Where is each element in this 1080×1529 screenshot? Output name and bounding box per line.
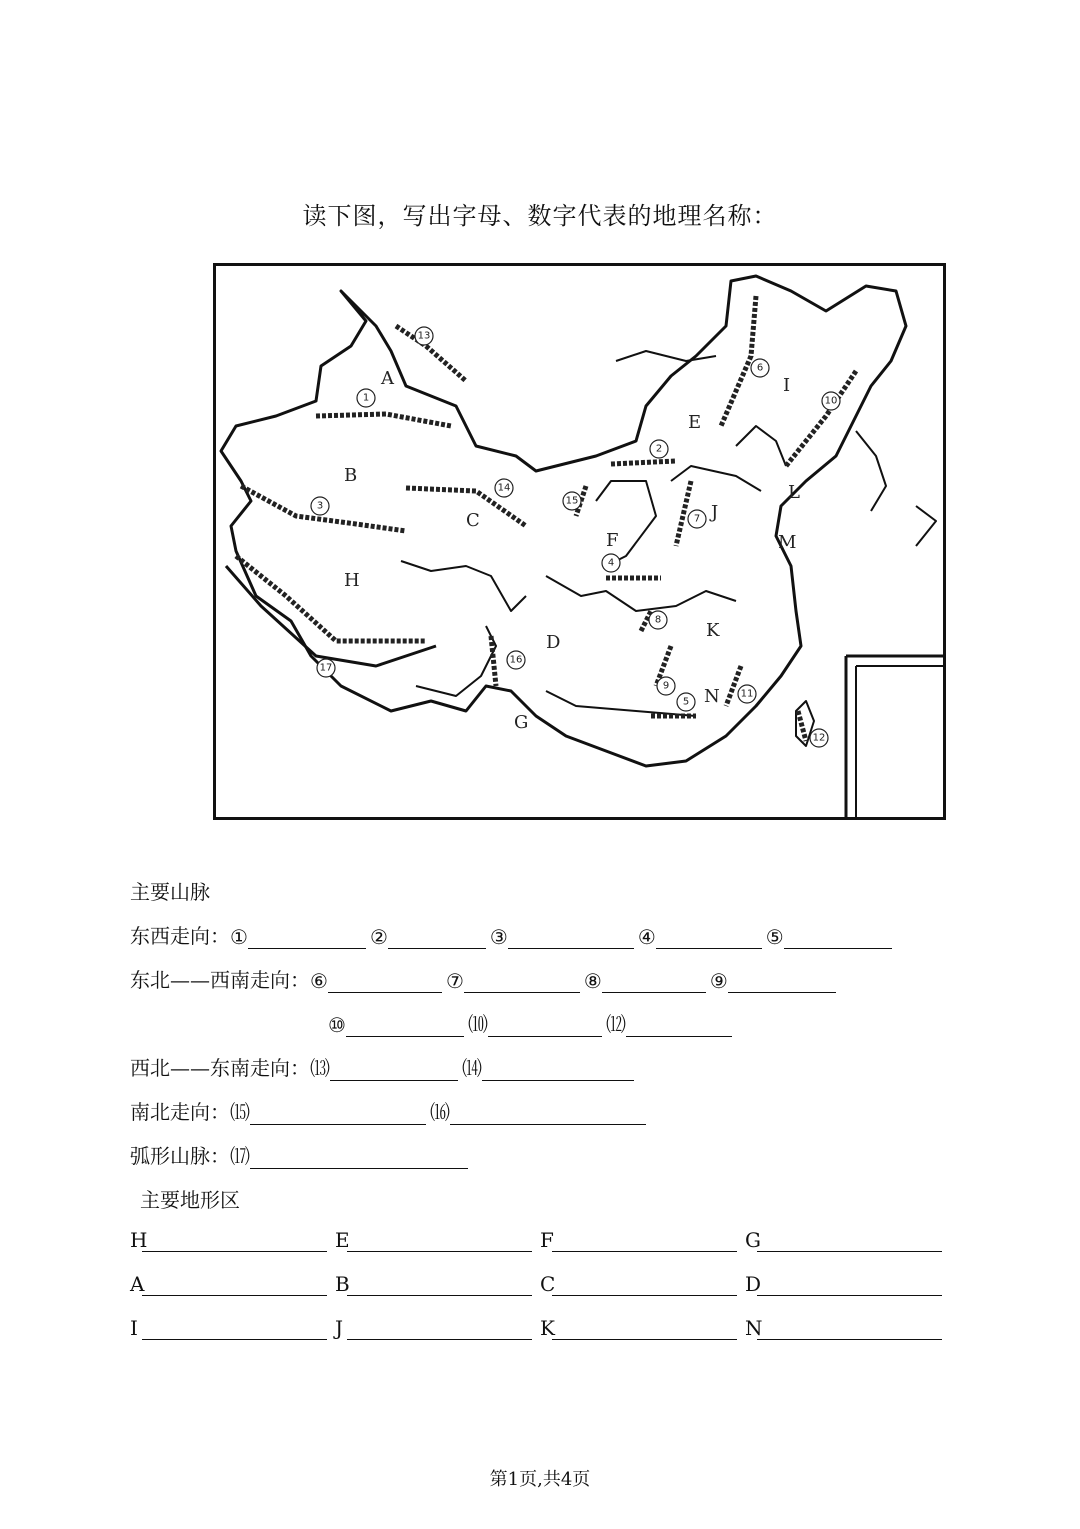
terrain-blank[interactable] [552,1231,737,1252]
terrain-row-2 [130,1272,950,1296]
arc-row [130,1140,472,1169]
svg-text:5: 5 [682,696,690,708]
north-south-row [130,1096,650,1125]
marker-2: ② [369,925,388,949]
svg-text:6: 6 [756,362,764,374]
terrain-blank[interactable] [757,1319,942,1340]
terrain-blank[interactable] [142,1319,327,1340]
china-map [213,263,946,820]
blank-8[interactable] [602,972,706,993]
svg-text:9: 9 [662,680,670,692]
blank-17[interactable] [250,1148,468,1169]
svg-text:E: E [688,412,702,433]
svg-text:14: 14 [497,482,511,494]
marker-13: ⒀ [310,1056,330,1080]
mountains-heading: 主要山脉 [130,880,210,904]
blank-7[interactable] [464,972,580,993]
svg-text:J: J [711,502,719,523]
svg-text:2: 2 [655,443,663,455]
north-south-label: 南北走向： [130,1100,230,1124]
marker-16: ⒃ [430,1100,450,1124]
svg-text:13: 13 [417,330,431,342]
svg-text:8: 8 [654,614,662,626]
marker-15: ⒂ [230,1100,250,1124]
terrain-blank[interactable] [347,1275,532,1296]
blank-13[interactable] [330,1060,458,1081]
svg-text:3: 3 [316,500,324,512]
blank-2[interactable] [388,928,486,949]
terrain-letter: B [335,1272,350,1296]
marker-5: ⑤ [765,925,784,949]
blank-3[interactable] [508,928,634,949]
ne-sw-row [130,964,840,993]
blank-11[interactable] [488,1016,602,1037]
terrain-heading: 主要地形区 [140,1188,240,1212]
blank-9[interactable] [728,972,836,993]
marker-3: ③ [489,925,508,949]
marker-17: ⒄ [230,1144,250,1168]
terrain-blank[interactable] [552,1275,737,1296]
terrain-letter: F [540,1228,554,1252]
terrain-row-1 [130,1228,950,1252]
svg-text:17: 17 [319,662,333,674]
marker-8: ⑧ [583,969,602,993]
marker-14: ⒁ [462,1056,482,1080]
blank-15[interactable] [250,1104,426,1125]
marker-10b: ⑽ [467,1012,488,1036]
terrain-row-3 [130,1316,950,1340]
ne-sw-label: 东北——西南走向： [130,968,310,992]
svg-text:M: M [778,532,797,553]
marker-12: ⑿ [605,1012,626,1036]
svg-text:7: 7 [693,513,701,525]
marker-7: ⑦ [445,969,464,993]
svg-text:A: A [381,368,394,389]
svg-text:B: B [344,465,358,486]
svg-text:K: K [706,620,720,641]
svg-text:10: 10 [824,395,838,407]
arc-label: 弧形山脉： [130,1144,230,1168]
marker-4: ④ [637,925,656,949]
svg-text:D: D [546,632,561,653]
terrain-letter: D [745,1272,762,1296]
blank-6[interactable] [328,972,442,993]
terrain-letter: E [335,1228,350,1252]
map-number-markers [311,327,840,747]
terrain-letter: I [130,1316,138,1340]
marker-1: ① [230,925,248,949]
marker-9: ⑨ [709,969,728,993]
terrain-blank[interactable] [347,1319,532,1340]
svg-text:12: 12 [812,732,826,744]
nw-se-row [130,1052,638,1081]
svg-text:1: 1 [362,392,370,404]
svg-text:L: L [788,482,800,503]
terrain-letter: H [130,1228,148,1252]
svg-text:G: G [514,712,529,733]
terrain-blank[interactable] [142,1275,327,1296]
east-west-label: 东西走向： [130,924,230,948]
blank-12[interactable] [626,1016,732,1037]
blank-1[interactable] [248,928,366,949]
svg-text:N: N [704,686,720,707]
svg-text:16: 16 [509,654,523,666]
terrain-letter: J [335,1316,344,1340]
page-title: 读下图，写出字母、数字代表的地理名称： [302,202,778,230]
east-west-row [130,920,896,949]
blank-14[interactable] [482,1060,634,1081]
blank-4[interactable] [656,928,762,949]
blank-5[interactable] [784,928,892,949]
svg-text:F: F [606,530,619,551]
terrain-letter: A [130,1272,145,1296]
nw-se-label: 西北——东南走向： [130,1056,310,1080]
terrain-blank[interactable] [347,1231,532,1252]
ne-sw-row-2 [328,1008,736,1037]
page-footer: 第1页,共4页 [489,1469,591,1490]
map-drawing [216,266,943,817]
terrain-blank[interactable] [142,1231,327,1252]
svg-text:H: H [344,570,360,591]
blank-10[interactable] [346,1016,464,1037]
terrain-letter: K [540,1316,555,1340]
terrain-blank[interactable] [552,1319,737,1340]
terrain-blank[interactable] [757,1275,942,1296]
svg-text:4: 4 [607,557,615,569]
terrain-letter: N [745,1316,763,1340]
svg-text:11: 11 [740,688,754,700]
marker-6: ⑥ [310,969,328,993]
terrain-letter: C [540,1272,556,1296]
svg-text:15: 15 [565,495,579,507]
svg-text:I: I [783,375,791,396]
terrain-blank[interactable] [757,1231,942,1252]
blank-16[interactable] [450,1104,646,1125]
terrain-letter: G [745,1228,761,1252]
map-letter-labels [344,368,800,733]
svg-text:C: C [466,510,480,531]
marker-10: ⑩ [328,1013,346,1037]
